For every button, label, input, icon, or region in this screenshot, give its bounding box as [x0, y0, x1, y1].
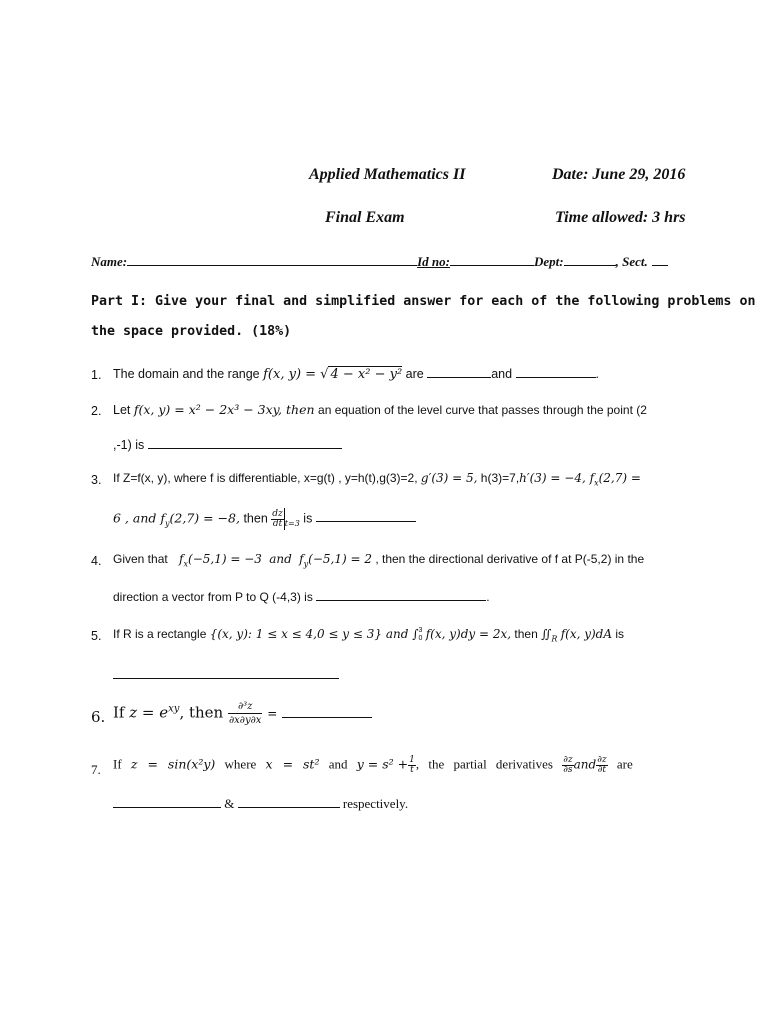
question-number: 1.	[91, 368, 102, 382]
q2-math: f(x, y) = x² − 2x³ − 3xy, then	[133, 402, 315, 417]
q5-is: is	[615, 627, 625, 642]
q5-math4: f(x, y)dA	[560, 627, 613, 642]
dept-field[interactable]	[564, 255, 616, 266]
q4-text: , then the directional derivative of f at P(-5,2) in the	[375, 552, 645, 566]
time-allowed: Time allowed: 3 hrs	[555, 209, 686, 226]
q4-sub2: y	[303, 559, 309, 569]
q3-line2a: 6 , and f	[113, 510, 165, 526]
q4-fx: f	[179, 552, 184, 566]
q4-fy-val: (−5,1) = 2	[308, 552, 372, 566]
q7-comma: ,	[415, 756, 420, 772]
q1-are: are	[405, 367, 424, 381]
limit-bottom: 0	[418, 635, 423, 642]
dept-label: Dept:	[533, 254, 564, 269]
sect-label: , Sect.	[615, 254, 648, 269]
frac-num: ∂³z	[228, 700, 262, 714]
q3-eval: t=3	[284, 518, 300, 528]
q1-radicand: 4 − x² − y²	[330, 367, 403, 382]
q7-frac3	[596, 756, 607, 775]
q5-text: If R is a rectangle	[113, 627, 207, 642]
q4-and: and	[269, 552, 292, 566]
q7-math2: x = st²	[265, 756, 320, 772]
q7-frac1	[408, 756, 416, 775]
q1-math: f(x, y) = √	[263, 367, 329, 382]
question-number: 2.	[91, 404, 102, 418]
course-title: Applied Mathematics II	[309, 166, 466, 183]
student-info-line	[91, 254, 668, 270]
q3-line2b: (2,7) = −8,	[169, 510, 240, 526]
frac-num: ∂z	[563, 755, 573, 765]
q1-text: The domain and the range	[113, 367, 260, 381]
q7-frac2	[562, 756, 573, 775]
frac-num: dz	[272, 508, 283, 519]
q5-math1: {(x, y): 1 ≤ x ≤ 4,0 ≤ y ≤ 3} and ∫	[209, 627, 419, 642]
question-number: 7.	[91, 762, 101, 777]
q2-answer[interactable]	[148, 437, 342, 449]
q3-sub: x	[594, 478, 599, 488]
question-number: 4.	[91, 554, 102, 568]
q6-sup: xy	[168, 703, 180, 715]
frac-den: dt	[272, 518, 283, 529]
q7-and: and	[328, 756, 348, 772]
question-number: 5.	[91, 629, 102, 643]
q6-derivative-fraction	[228, 700, 262, 727]
q7-answer-1[interactable]	[113, 796, 221, 808]
q5-then: then	[514, 627, 538, 642]
q6-then: , then	[179, 703, 224, 722]
q6-eq: =	[267, 706, 278, 721]
q1-domain-answer[interactable]	[427, 366, 491, 378]
q3-answer[interactable]	[316, 510, 416, 522]
limit-top: 3	[418, 627, 423, 634]
q3-mid: h(3)=7,	[480, 471, 520, 485]
name-label: Name:	[91, 254, 128, 269]
exam-type: Final Exam	[325, 209, 405, 226]
q7-math1: z = sin(x²y)	[130, 756, 216, 772]
question-number: 3.	[91, 473, 102, 487]
q5-double-integral: ∬	[541, 627, 552, 642]
q2-let: Let	[113, 403, 131, 417]
q6-if: If	[113, 703, 125, 722]
q7-are: are	[616, 756, 633, 772]
q3-math3: (2,7) =	[598, 471, 641, 485]
q7-and2: and	[573, 757, 597, 772]
question-number: 6.	[91, 708, 106, 726]
q4-fy: f	[299, 552, 304, 566]
sect-field[interactable]	[652, 255, 668, 266]
q7-resp: respectively.	[342, 796, 409, 811]
q2-line2: ,-1) is	[113, 438, 145, 452]
q7-amp: &	[224, 796, 235, 811]
q5-answer[interactable]	[113, 667, 339, 679]
q4-line2: direction a vector from P to Q (-4,3) is	[113, 590, 313, 604]
q5-sub: R	[551, 634, 558, 644]
q5-math2: f(x, y)dy = 2x,	[425, 627, 512, 642]
frac-num: ∂z	[597, 755, 607, 765]
exam-page: Applied Mathematics II Date: June 29, 2016 Final Exam Time allowed: 3 hrs Name: Id no: Dept: , Sect. Part I: Give your final and simplified answer for each of the following problems on the space provided. (18%) 1. The domain and the range f(x, y) = √ 4 − x² − y² are and . 2. Let f(x, y) = x² − 2x³ − 3xy, then an equation of the level curve that passes through the point (2 ,-1) is 3. If Z=f(x, y), where f is differentiable, x=g(t) , y=h(t),g(3)=2, g′(3) = 5, h(3)=7,h′(3) = −4, $f_x(2,7)$ = 6 , and $f_y(2,7) = -8$, then $\frac{dz}{dt}$ $_{t=3}$ is 4. Given that $f_x(-5,1) = -3$ and $f_y(-5,1) = 2$ , then the directional derivative of f at P(-5,2) in the direction a vector from P to Q (-4,3) is . 5. If R is a rectangle {(x, y): 1 ≤ x ≤ 4,0 ≤ y ≤ 3} and ∫ 3 0 f(x, y)dy = 2x, then $∬_R$ f(x, y)dA is 6. If $z = e^{xy}$, then $\frac{\text{∂³z}}{\partial x\partial y\partial x}$ = 7. If z = sin(x²y) where x = st² and y = s² + $\frac{1}{t}$ , the partial derivatives $\frac{\partial z}{\partial s}$ and $\frac{\partial z}{\partial t}$ are & respectively.	[91, 166, 756, 811]
q3-math2: h′(3) = −4, f	[519, 471, 595, 485]
part1-instruction-line1: Part I: Give your final and simplified answer for each of the following problems on	[91, 294, 756, 309]
q7-if: If	[113, 756, 122, 772]
frac-den: ∂x∂y∂x	[229, 715, 262, 726]
q3-then: then	[243, 511, 268, 526]
q3-text: If Z=f(x, y), where f is differentiable, x=g(t) , y=h(t),g(3)=2,	[113, 471, 418, 485]
q3-is: is	[303, 511, 313, 526]
q4-sub1: x	[183, 559, 189, 569]
q5-limits	[418, 627, 422, 643]
q1-range-answer[interactable]	[516, 366, 596, 378]
q7-where: where	[224, 756, 257, 772]
frac-den: ∂s	[563, 765, 573, 775]
q6-math: z = e	[129, 703, 169, 722]
q4-answer[interactable]	[316, 589, 486, 601]
q2-text: an equation of the level curve that passes through the point (2	[318, 403, 647, 417]
name-field[interactable]	[127, 255, 417, 266]
q4-fx-val: (−5,1) = −3	[188, 552, 262, 566]
part1-instruction-line2: the space provided. (18%)	[91, 324, 292, 339]
exam-date: Date: June 29, 2016	[552, 166, 686, 183]
q3-derivative-fraction	[271, 510, 284, 529]
id-label: Id no:	[417, 254, 450, 269]
q3-line2-sub: y	[164, 518, 170, 528]
q7-math3: y = s² +	[356, 756, 409, 772]
q3-math1: g′(3) = 5,	[420, 471, 478, 485]
q4-given: Given that	[113, 552, 168, 566]
frac-den: ∂t	[597, 765, 607, 775]
q6-answer[interactable]	[282, 706, 372, 718]
q7-answer-2[interactable]	[238, 796, 340, 808]
q1-and: and	[491, 367, 513, 381]
frac-den: t	[410, 765, 414, 775]
id-field[interactable]	[450, 255, 534, 266]
q1-period: .	[595, 367, 600, 381]
q7-post: the partial derivatives	[428, 756, 553, 772]
frac-num: 1	[409, 755, 415, 765]
